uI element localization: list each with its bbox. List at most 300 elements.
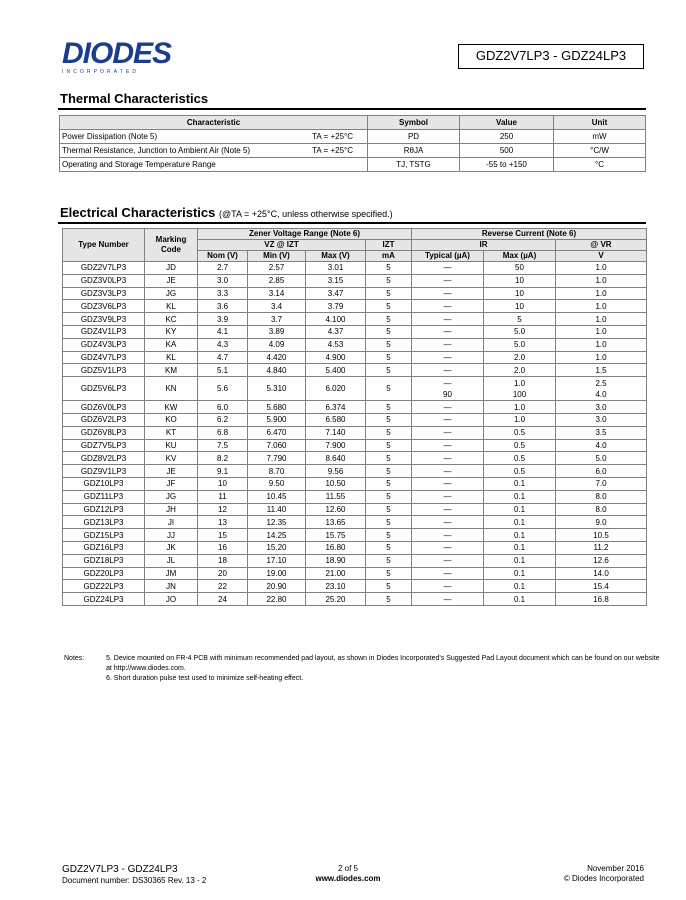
vr-value: 4.0: [556, 439, 647, 452]
ir-max: 0.1: [484, 503, 556, 516]
vr-value: 1.0: [556, 287, 647, 300]
type-number: GDZ3V0LP3: [63, 274, 145, 287]
ir-max: 0.1: [484, 516, 556, 529]
table-row: [63, 580, 647, 593]
ir-max: 10: [484, 287, 556, 300]
vr-value: 1.0: [556, 274, 647, 287]
marking-code: JN: [145, 580, 198, 593]
table-row: [63, 452, 647, 465]
vr-value: 3.0: [556, 401, 647, 414]
vz-max: 7.140: [306, 426, 366, 439]
vz-max: 3.47: [306, 287, 366, 300]
thermal-title: Thermal Characteristics: [60, 91, 209, 106]
type-number: GDZ7V5LP3: [63, 439, 145, 452]
vz-min: 2.85: [248, 274, 306, 287]
type-number: GDZ4V1LP3: [63, 325, 145, 338]
vz-max: 7.900: [306, 439, 366, 452]
izt-value: 5: [366, 567, 412, 580]
vz-nom: 20: [198, 567, 248, 580]
ir-typical: —: [412, 313, 484, 326]
thermal-characteristic: Operating and Storage Temperature Range: [60, 158, 368, 172]
ir-max: 1.0: [484, 401, 556, 414]
izt-value: 5: [366, 503, 412, 516]
ir-typical: —: [412, 413, 484, 426]
vz-nom: 10: [198, 477, 248, 490]
vz-nom: 2.7: [198, 262, 248, 275]
vz-max: 13.65: [306, 516, 366, 529]
izt-value: 5: [366, 516, 412, 529]
ir-max: 1.0 100: [484, 377, 556, 401]
table-row: [63, 439, 647, 452]
vz-max: 3.01: [306, 262, 366, 275]
marking-code: JD: [145, 262, 198, 275]
type-number: GDZ6V0LP3: [63, 401, 145, 414]
marking-code: KO: [145, 413, 198, 426]
th-reverse-current: Reverse Current (Note 6): [412, 229, 647, 240]
note-item: 5. Device mounted on FR-4 PCB with minimum recommended pad layout, as shown in Diodes Incorporated's Suggested Pad Layout document which can be found on our website at http://www.diodes.com.: [106, 655, 660, 672]
vz-max: 5.400: [306, 364, 366, 377]
izt-value: 5: [366, 452, 412, 465]
ir-max: 2.0: [484, 364, 556, 377]
electrical-header-row-1: [63, 229, 647, 240]
thermal-unit: mW: [554, 130, 646, 144]
vz-max: 23.10: [306, 580, 366, 593]
vz-min: 20.90: [248, 580, 306, 593]
izt-value: 5: [366, 541, 412, 554]
vz-nom: 8.2: [198, 452, 248, 465]
thermal-header-row: [60, 116, 646, 130]
table-row: [63, 593, 647, 606]
ir-typical: —: [412, 503, 484, 516]
ir-max: 0.1: [484, 567, 556, 580]
vz-nom: 15: [198, 529, 248, 542]
vr-value: 5.0: [556, 452, 647, 465]
vr-value: 11.2: [556, 541, 647, 554]
vr-value: 10.5: [556, 529, 647, 542]
note-item: 6. Short duration pulse test used to minimize self-heating effect.: [106, 675, 304, 682]
izt-value: 5: [366, 426, 412, 439]
ir-max: 0.5: [484, 452, 556, 465]
marking-code: JO: [145, 593, 198, 606]
izt-value: 5: [366, 580, 412, 593]
thermal-symbol: TJ, TSTG: [368, 158, 460, 172]
izt-value: 5: [366, 593, 412, 606]
vz-min: 4.840: [248, 364, 306, 377]
type-number: GDZ24LP3: [63, 593, 145, 606]
ir-max: 0.1: [484, 490, 556, 503]
marking-code: JJ: [145, 529, 198, 542]
vz-min: 3.7: [248, 313, 306, 326]
table-row: [63, 262, 647, 275]
vr-value: 1.5: [556, 364, 647, 377]
vz-nom: 13: [198, 516, 248, 529]
electrical-condition: (@TA = +25°C, unless otherwise specified.): [219, 209, 393, 219]
table-row: [63, 274, 647, 287]
footer-part: GDZ2V7LP3 - GDZ24LP3: [62, 864, 178, 875]
marking-code: KV: [145, 452, 198, 465]
vz-min: 17.10: [248, 554, 306, 567]
vz-min: 3.4: [248, 300, 306, 313]
ir-max: 0.1: [484, 580, 556, 593]
diodes-logo: [62, 37, 184, 75]
ir-max: 0.5: [484, 426, 556, 439]
th-zener-range: Zener Voltage Range (Note 6): [198, 229, 412, 240]
marking-code: JK: [145, 541, 198, 554]
ir-max: 10: [484, 300, 556, 313]
vz-max: 12.60: [306, 503, 366, 516]
thermal-condition: TA = +25°C: [312, 132, 353, 141]
vr-value: 6.0: [556, 465, 647, 478]
vr-value: 7.0: [556, 477, 647, 490]
ir-max: 10: [484, 274, 556, 287]
th-v: V: [556, 251, 647, 262]
vz-nom: 4.3: [198, 338, 248, 351]
vz-min: 5.680: [248, 401, 306, 414]
type-number: GDZ15LP3: [63, 529, 145, 542]
marking-code: KM: [145, 364, 198, 377]
ir-typical: —: [412, 274, 484, 287]
table-row: [63, 426, 647, 439]
th-vz-at-iz: VZ @ IZT: [198, 240, 366, 251]
th-max-ua: Max (µA): [484, 251, 556, 262]
table-row: [63, 541, 647, 554]
marking-code: JI: [145, 516, 198, 529]
izt-value: 5: [366, 274, 412, 287]
marking-code: KU: [145, 439, 198, 452]
table-row: [63, 313, 647, 326]
th-value: Value: [460, 116, 554, 130]
marking-code: KC: [145, 313, 198, 326]
ir-typical: —: [412, 554, 484, 567]
th-at-vr: @ VR: [556, 240, 647, 251]
footer-doc: Document number: DS30365 Rev. 13 - 2: [62, 876, 207, 885]
marking-code: KA: [145, 338, 198, 351]
thermal-unit: °C: [554, 158, 646, 172]
vz-nom: 6.2: [198, 413, 248, 426]
notes-items: [106, 654, 666, 684]
thermal-row: [60, 130, 646, 144]
marking-code: KN: [145, 377, 198, 401]
vz-min: 2.57: [248, 262, 306, 275]
vz-max: 6.020: [306, 377, 366, 401]
footer-copyright: © Diodes Incorporated: [563, 874, 644, 883]
vr-value: 16.8: [556, 593, 647, 606]
electrical-body: [63, 262, 647, 606]
type-number: GDZ4V7LP3: [63, 351, 145, 364]
ir-max: 50: [484, 262, 556, 275]
th-min: Min (V): [248, 251, 306, 262]
th-type-number: Type Number: [63, 229, 145, 262]
vz-max: 4.53: [306, 338, 366, 351]
ir-max: 0.5: [484, 439, 556, 452]
izt-value: 5: [366, 351, 412, 364]
marking-code: KY: [145, 325, 198, 338]
type-number: GDZ3V3LP3: [63, 287, 145, 300]
ir-max: 5.0: [484, 325, 556, 338]
type-number: GDZ6V2LP3: [63, 413, 145, 426]
type-number: GDZ22LP3: [63, 580, 145, 593]
table-row: [63, 300, 647, 313]
izt-value: 5: [366, 287, 412, 300]
logo-sub: INCORPORATED: [62, 69, 140, 75]
vz-nom: 16: [198, 541, 248, 554]
ir-typical: —: [412, 465, 484, 478]
thermal-value: 250: [460, 130, 554, 144]
vr-value: 3.5: [556, 426, 647, 439]
ir-typical: —: [412, 529, 484, 542]
ir-typical: —: [412, 439, 484, 452]
type-number: GDZ10LP3: [63, 477, 145, 490]
marking-code: JE: [145, 465, 198, 478]
vz-nom: 6.0: [198, 401, 248, 414]
th-marking-code: Marking Code: [145, 229, 198, 262]
thermal-table: [59, 115, 646, 172]
vz-max: 11.55: [306, 490, 366, 503]
table-row: [63, 377, 647, 401]
vz-nom: 3.3: [198, 287, 248, 300]
vz-max: 15.75: [306, 529, 366, 542]
vz-max: 4.100: [306, 313, 366, 326]
vz-nom: 24: [198, 593, 248, 606]
izt-value: 5: [366, 325, 412, 338]
vz-max: 3.15: [306, 274, 366, 287]
vz-min: 7.060: [248, 439, 306, 452]
table-row: [63, 465, 647, 478]
type-number: GDZ18LP3: [63, 554, 145, 567]
vr-value: 8.0: [556, 503, 647, 516]
vz-max: 6.580: [306, 413, 366, 426]
table-row: [63, 287, 647, 300]
vz-max: 25.20: [306, 593, 366, 606]
vz-min: 4.420: [248, 351, 306, 364]
vz-nom: 5.1: [198, 364, 248, 377]
th-typical: Typical (µA): [412, 251, 484, 262]
footer-page: 2 of 5: [337, 864, 358, 873]
electrical-table: [62, 228, 647, 606]
marking-code: KT: [145, 426, 198, 439]
vz-max: 4.900: [306, 351, 366, 364]
marking-code: JL: [145, 554, 198, 567]
marking-code: JH: [145, 503, 198, 516]
izt-value: 5: [366, 490, 412, 503]
type-number: GDZ3V6LP3: [63, 300, 145, 313]
ir-max: 2.0: [484, 351, 556, 364]
ir-typical: —: [412, 338, 484, 351]
vr-value: 1.0: [556, 351, 647, 364]
ir-typical: —: [412, 580, 484, 593]
vz-nom: 12: [198, 503, 248, 516]
vz-min: 3.14: [248, 287, 306, 300]
vr-value: 1.0: [556, 325, 647, 338]
ir-max: 5.0: [484, 338, 556, 351]
thermal-rule: [58, 108, 646, 110]
th-izt: IZT: [366, 240, 412, 251]
vz-min: 10.45: [248, 490, 306, 503]
type-number: GDZ13LP3: [63, 516, 145, 529]
izt-value: 5: [366, 413, 412, 426]
table-row: [63, 503, 647, 516]
thermal-condition: TA = +25°C: [312, 146, 353, 155]
type-number: GDZ8V2LP3: [63, 452, 145, 465]
footer-url[interactable]: www.diodes.com: [315, 874, 381, 883]
vz-max: 21.00: [306, 567, 366, 580]
vr-value: 14.0: [556, 567, 647, 580]
vr-value: 12.6: [556, 554, 647, 567]
table-row: [63, 364, 647, 377]
ir-typical: —: [412, 351, 484, 364]
electrical-title: Electrical Characteristics (@TA = +25°C, unless otherwise specified.): [60, 205, 393, 220]
ir-typical: —: [412, 490, 484, 503]
type-number: GDZ9V1LP3: [63, 465, 145, 478]
vz-min: 19.00: [248, 567, 306, 580]
ir-max: 0.1: [484, 529, 556, 542]
izt-value: 5: [366, 465, 412, 478]
thermal-characteristic: Power Dissipation (Note 5) TA = +25°C: [60, 130, 368, 144]
vz-min: 11.40: [248, 503, 306, 516]
vz-nom: 3.9: [198, 313, 248, 326]
ir-typical: —: [412, 287, 484, 300]
marking-code: KL: [145, 351, 198, 364]
vz-min: 9.50: [248, 477, 306, 490]
type-number: GDZ6V8LP3: [63, 426, 145, 439]
izt-value: 5: [366, 300, 412, 313]
logo-word: DIODES: [62, 37, 172, 70]
th-characteristic: Characteristic: [60, 116, 368, 130]
vz-nom: 5.6: [198, 377, 248, 401]
ir-typical: —: [412, 541, 484, 554]
ir-max: 0.1: [484, 477, 556, 490]
table-row: [63, 490, 647, 503]
ir-max: 1.0: [484, 413, 556, 426]
table-row: [63, 401, 647, 414]
vz-nom: 4.7: [198, 351, 248, 364]
vz-nom: 3.0: [198, 274, 248, 287]
vz-max: 3.79: [306, 300, 366, 313]
vz-max: 9.56: [306, 465, 366, 478]
notes-label: Notes:: [64, 655, 85, 662]
vr-value: 9.0: [556, 516, 647, 529]
table-row: [63, 567, 647, 580]
ir-max: 0.1: [484, 554, 556, 567]
vz-nom: 3.6: [198, 300, 248, 313]
vr-value: 1.0: [556, 313, 647, 326]
type-number: GDZ2V7LP3: [63, 262, 145, 275]
izt-value: 5: [366, 377, 412, 401]
marking-code: JF: [145, 477, 198, 490]
thermal-characteristic: Thermal Resistance, Junction to Ambient Air (Note 5) TA = +25°C: [60, 144, 368, 158]
vz-min: 8.70: [248, 465, 306, 478]
thermal-symbol: RθJA: [368, 144, 460, 158]
izt-value: 5: [366, 554, 412, 567]
ir-typical: —: [412, 593, 484, 606]
footer-center: [300, 864, 396, 884]
vr-value: 8.0: [556, 490, 647, 503]
thermal-value: 500: [460, 144, 554, 158]
ir-max: 5: [484, 313, 556, 326]
vz-max: 10.50: [306, 477, 366, 490]
ir-typical: —: [412, 401, 484, 414]
vr-value: 1.0: [556, 262, 647, 275]
ir-max: 0.5: [484, 465, 556, 478]
thermal-symbol: PD: [368, 130, 460, 144]
th-ir: IR: [412, 240, 556, 251]
footer-date: November 2016: [587, 864, 644, 873]
vr-value: 1.0: [556, 300, 647, 313]
marking-code: JE: [145, 274, 198, 287]
ir-typical: —: [412, 426, 484, 439]
th-max: Max (V): [306, 251, 366, 262]
footer-right: [540, 864, 644, 884]
type-number: GDZ4V3LP3: [63, 338, 145, 351]
vz-max: 18.90: [306, 554, 366, 567]
type-number: GDZ12LP3: [63, 503, 145, 516]
type-number: GDZ16LP3: [63, 541, 145, 554]
table-row: [63, 338, 647, 351]
izt-value: 5: [366, 313, 412, 326]
th-nom: Nom (V): [198, 251, 248, 262]
izt-value: 5: [366, 262, 412, 275]
vr-value: 2.5 4.0: [556, 377, 647, 401]
vz-min: 5.900: [248, 413, 306, 426]
izt-value: 5: [366, 401, 412, 414]
vz-nom: 18: [198, 554, 248, 567]
type-number: GDZ5V1LP3: [63, 364, 145, 377]
ir-typical: —: [412, 262, 484, 275]
vz-max: 16.80: [306, 541, 366, 554]
vr-value: 15.4: [556, 580, 647, 593]
thermal-unit: °C/W: [554, 144, 646, 158]
type-number: GDZ11LP3: [63, 490, 145, 503]
vz-nom: 6.8: [198, 426, 248, 439]
ir-typical: —: [412, 364, 484, 377]
ir-typical: —: [412, 516, 484, 529]
electrical-rule: [58, 222, 646, 224]
ir-typical: —: [412, 567, 484, 580]
thermal-value: -55 to +150: [460, 158, 554, 172]
thermal-row: [60, 158, 646, 172]
izt-value: 5: [366, 364, 412, 377]
th-ma: mA: [366, 251, 412, 262]
table-row: [63, 351, 647, 364]
table-row: [63, 554, 647, 567]
vz-min: 15.20: [248, 541, 306, 554]
izt-value: 5: [366, 477, 412, 490]
vz-nom: 7.5: [198, 439, 248, 452]
marking-code: JG: [145, 490, 198, 503]
vz-min: 5.310: [248, 377, 306, 401]
table-row: [63, 325, 647, 338]
marking-code: JM: [145, 567, 198, 580]
th-unit: Unit: [554, 116, 646, 130]
table-row: [63, 477, 647, 490]
vr-value: 3.0: [556, 413, 647, 426]
izt-value: 5: [366, 338, 412, 351]
vz-min: 3.89: [248, 325, 306, 338]
vz-min: 12.35: [248, 516, 306, 529]
type-number: GDZ20LP3: [63, 567, 145, 580]
vz-max: 4.37: [306, 325, 366, 338]
header-part-number: GDZ2V7LP3 - GDZ24LP3: [458, 44, 644, 69]
vz-min: 22.80: [248, 593, 306, 606]
marking-code: KL: [145, 300, 198, 313]
ir-typical: —: [412, 452, 484, 465]
vz-nom: 9.1: [198, 465, 248, 478]
table-row: [63, 516, 647, 529]
footer-left: [62, 864, 206, 886]
izt-value: 5: [366, 529, 412, 542]
ir-max: 0.1: [484, 593, 556, 606]
vz-nom: 4.1: [198, 325, 248, 338]
